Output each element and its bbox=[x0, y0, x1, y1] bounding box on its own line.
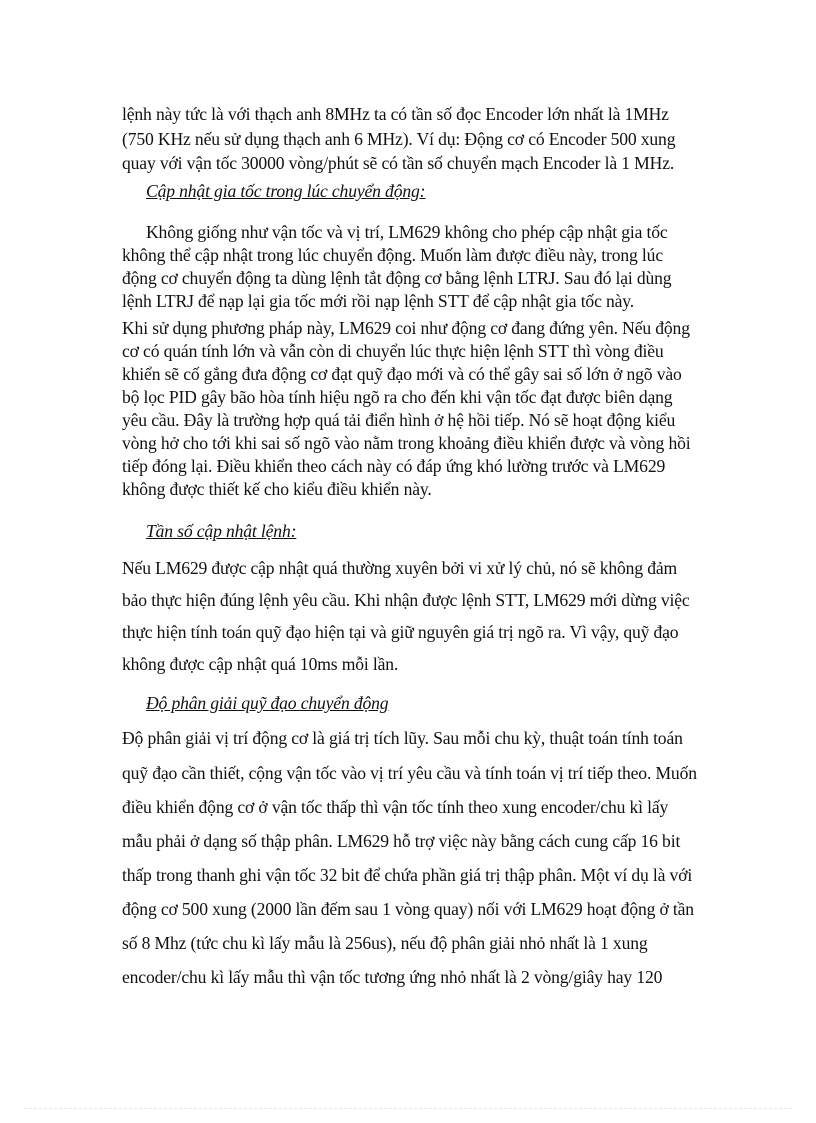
text-line: không thể cập nhật trong lúc chuyển động. Muốn làm được điều này, trong lúc bbox=[122, 245, 663, 265]
text-line: thực hiện tính toán quỹ đạo hiện tại và giữ nguyên giá trị ngõ ra. Vì vậy, quỹ đạo bbox=[122, 622, 679, 642]
text-line: vòng hở cho tới khi sai số ngõ vào nằm trong khoảng điều khiển được và vòng hồi bbox=[122, 433, 691, 453]
text-line: tiếp đóng lại. Điều khiển theo cách này có đáp ứng khó lường trước và LM629 bbox=[122, 456, 666, 476]
text-line: (750 KHz nếu sử dụng thạch anh 6 MHz). Ví dụ: Động cơ có Encoder 500 xung bbox=[122, 129, 676, 149]
section-heading-acceleration: Cập nhật gia tốc trong lúc chuyển động: bbox=[146, 181, 426, 201]
text-line: cơ có quán tính lớn và vẫn còn di chuyển lúc thực hiện lệnh STT thì vòng điều bbox=[122, 341, 664, 361]
section-heading-trajectory-resolution: Độ phân giải quỹ đạo chuyển động bbox=[146, 693, 389, 713]
text-line: bộ lọc PID gây bão hòa tính hiệu ngõ ra cho đến khi vận tốc đạt được biên dạng bbox=[122, 387, 673, 407]
text-line: lệnh LTRJ để nạp lại gia tốc mới rồi nạp lệnh STT để cập nhật gia tốc này. bbox=[122, 291, 635, 311]
text-line: số 8 Mhz (tức chu kì lấy mẫu là 256us), nếu độ phân giải nhỏ nhất là 1 xung bbox=[122, 933, 648, 953]
text-line: bảo thực hiện đúng lệnh yêu cầu. Khi nhận được lệnh STT, LM629 mới dừng việc bbox=[122, 590, 690, 610]
text-line: mẫu phải ở dạng số thập phân. LM629 hỗ trợ việc này bằng cách cung cấp 16 bit bbox=[122, 831, 681, 851]
text-line: Độ phân giải vị trí động cơ là giá trị tích lũy. Sau mỗi chu kỳ, thuật toán tính toán bbox=[122, 728, 683, 748]
text-line: động cơ chuyển động ta dùng lệnh tắt động cơ bằng lệnh LTRJ. Sau đó lại dùng bbox=[122, 268, 672, 288]
page-bottom-divider bbox=[24, 1108, 792, 1109]
text-line: encoder/chu kì lấy mẫu thì vận tốc tương ứng nhỏ nhất là 2 vòng/giây hay 120 bbox=[122, 967, 663, 987]
text-line: điều khiển động cơ ở vận tốc thấp thì vận tốc tính theo xung encoder/chu kì lấy bbox=[122, 797, 669, 817]
text-line: động cơ 500 xung (2000 lần đếm sau 1 vòng quay) nối với LM629 hoạt động ở tần bbox=[122, 899, 694, 919]
text-line: khiển sẽ cố gắng đưa động cơ đạt quỹ đạo mới và có thể gây sai số lớn ở ngõ vào bbox=[122, 364, 682, 384]
section-heading-update-frequency: Tần số cập nhật lệnh: bbox=[146, 521, 297, 541]
text-line: không được cập nhật quá 10ms mỗi lần. bbox=[122, 654, 399, 674]
text-line: thấp trong thanh ghi vận tốc 32 bit để chứa phần giá trị thập phân. Một ví dụ là với bbox=[122, 865, 693, 885]
text-line: yêu cầu. Đây là trường hợp quá tải điển hình ở hệ hồi tiếp. Nó sẽ hoạt động kiểu bbox=[122, 410, 676, 430]
text-line: lệnh này tức là với thạch anh 8MHz ta có tần số đọc Encoder lớn nhất là 1MHz bbox=[122, 104, 669, 124]
text-line: Nếu LM629 được cập nhật quá thường xuyên bởi vi xử lý chủ, nó sẽ không đảm bbox=[122, 558, 678, 578]
text-line: không được thiết kế cho kiểu điều khiển này. bbox=[122, 479, 432, 499]
text-line: Không giống như vận tốc và vị trí, LM629 không cho phép cập nhật gia tốc bbox=[146, 222, 668, 242]
text-line: quay với vận tốc 30000 vòng/phút sẽ có tần số chuyển mạch Encoder là 1 MHz. bbox=[122, 153, 675, 173]
text-line: Khi sử dụng phương pháp này, LM629 coi như động cơ đang đứng yên. Nếu động bbox=[122, 318, 690, 338]
text-line: quỹ đạo cần thiết, cộng vận tốc vào vị trí yêu cầu và tính toán vị trí tiếp theo. Muốn bbox=[122, 763, 697, 783]
